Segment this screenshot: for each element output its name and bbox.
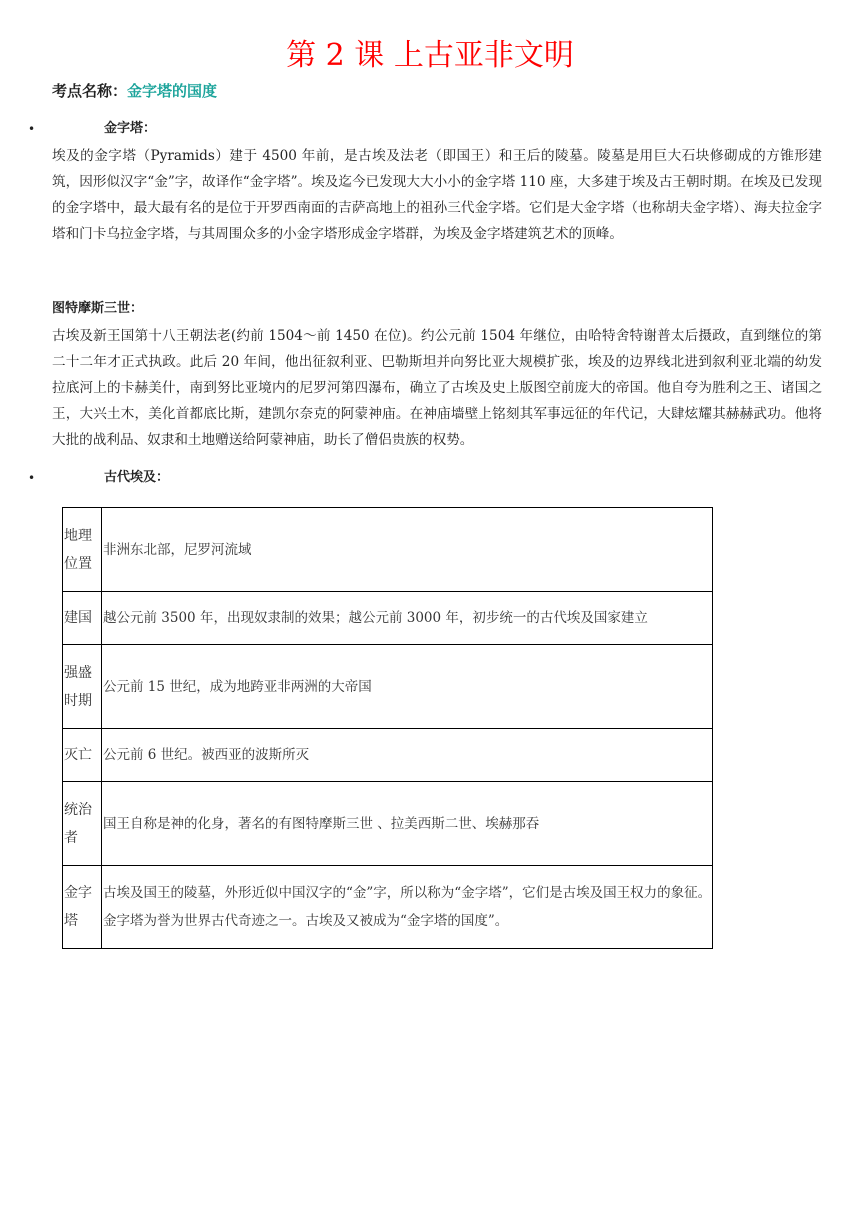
section-heading-thutmose: 图特摩斯三世：	[52, 301, 144, 316]
table-value-cell: 越公元前 3500 年，出现奴隶制的效果；越公元前 3000 年，初步统一的古代埃及国家建立	[102, 592, 713, 645]
table-key-cell: 金字塔	[63, 866, 102, 949]
bullet-marker: •	[28, 471, 36, 485]
table-key-cell: 强盛时期	[63, 645, 102, 729]
egypt-info-table	[62, 507, 713, 949]
section-heading-egypt: 古代埃及：	[104, 470, 170, 485]
table-row	[63, 508, 713, 592]
exam-point	[52, 80, 217, 102]
table-key-cell: 灭亡	[63, 729, 102, 782]
table-row	[63, 729, 713, 782]
table-value-cell: 非洲东北部，尼罗河流域	[102, 508, 713, 592]
paragraph-thutmose: 古埃及新王国第十八王朝法老(约前 1504～前 1450 在位)。约公元前 1504 年继位，由哈特舍特谢普太后摄政，直到继位的第二十二年才正式执政。此后 20 年间，他出征叙利亚、巴勒斯坦并向努比亚大规模扩张，埃及的边界线北进到叙利亚北端的幼发拉底河上的卡赫美什，南到努比亚境内的尼罗河第四瀑布，确立了古埃及史上版图空前庞大的帝国。他自夸为胜利之王、诸国之王，大兴土木，美化首都底比斯，建凯尔奈克的阿蒙神庙。在神庙墙壁上铭刻其军事远征的年代记，大肆炫耀其赫赫武功。他将大批的战利品、奴隶和土地赠送给阿蒙神庙，助长了僧侣贵族的权势。	[52, 328, 822, 448]
bullet-marker: •	[28, 122, 36, 136]
table-row	[63, 592, 713, 645]
table-key-cell: 统治者	[63, 782, 102, 866]
table-value-cell: 古埃及国王的陵墓，外形近似中国汉字的“金”字，所以称为“金字塔”，它们是古埃及国王权力的象征。金字塔为誉为世界古代奇迹之一。古埃及又被成为“金字塔的国度”。	[102, 866, 713, 949]
section-heading-pyramids: 金字塔：	[104, 121, 157, 136]
table-value-cell: 国王自称是神的化身，著名的有图特摩斯三世 、拉美西斯二世、埃赫那吞	[102, 782, 713, 866]
table-row	[63, 782, 713, 866]
exam-point-value: 金字塔的国度	[127, 82, 218, 100]
table-value-cell: 公元前 6 世纪。被西亚的波斯所灭	[102, 729, 713, 782]
table-key-cell: 地理位置	[63, 508, 102, 592]
paragraph-pyramids: 埃及的金字塔（Pyramids）建于 4500 年前，是古埃及法老（即国王）和王后的陵墓。陵墓是用巨大石块修砌成的方锥形建筑，因形似汉字“金”字，故译作“金字塔”。埃及迄今已发现大大小小的金字塔 110 座，大多建于埃及古王朝时期。在埃及已发现的金字塔中，最大最有名的是位于开罗西南面的吉萨高地上的祖孙三代金字塔。它们是大金字塔（也称胡夫金字塔）、海夫拉金字塔和门卡乌拉金字塔，与其周围众多的小金字塔形成金字塔群，为埃及金字塔建筑艺术的顶峰。	[52, 148, 822, 242]
exam-point-label: 考点名称：	[52, 82, 128, 100]
table-row	[63, 866, 713, 949]
table-value-cell: 公元前 15 世纪，成为地跨亚非两洲的大帝国	[102, 645, 713, 729]
table-key-cell: 建国	[63, 592, 102, 645]
page-title: 第 2 课 上古亚非文明	[286, 38, 574, 73]
table-row	[63, 645, 713, 729]
